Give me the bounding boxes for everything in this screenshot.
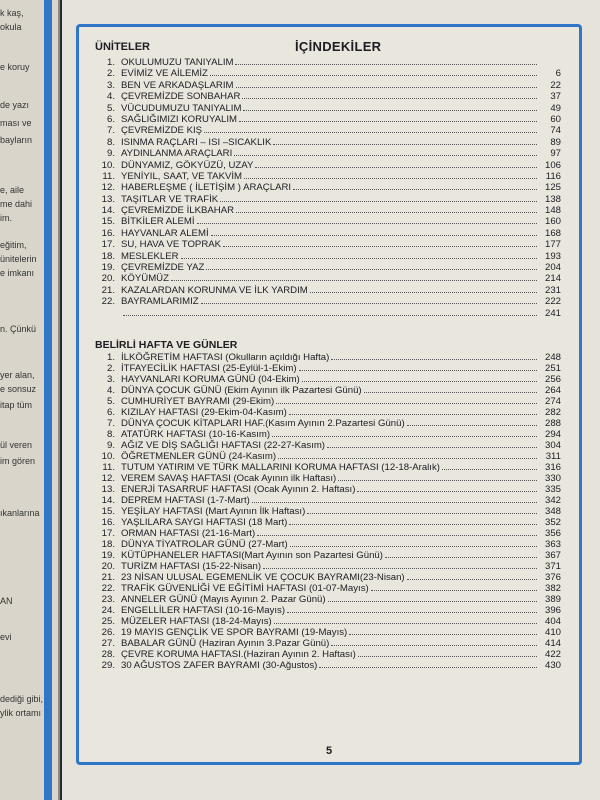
left-page-fragment: de yazı — [0, 100, 30, 110]
left-page-fragment: e, aile — [0, 185, 25, 195]
toc-title: BABALAR GÜNÜ (Haziran Ayının 3.Pazar Günü) — [121, 637, 330, 649]
toc-number: 20. — [101, 560, 115, 572]
toc-number: 6. — [106, 113, 115, 125]
toc-leader-dots — [276, 396, 537, 404]
toc-page: 282 — [544, 406, 561, 418]
toc-row — [95, 285, 561, 296]
toc-page: 311 — [545, 450, 561, 462]
toc-title: ISINMA RAÇLARI – ISI –SICAKLIK — [121, 136, 272, 148]
toc-number: 3. — [106, 79, 115, 91]
toc-leader-dots — [242, 91, 537, 99]
toc-number: 11. — [102, 170, 115, 182]
toc-number: 4. — [106, 91, 115, 103]
toc-leader-dots — [197, 216, 537, 224]
toc-number: 20. — [101, 273, 115, 285]
toc-number: 14. — [101, 494, 115, 506]
toc-row — [95, 418, 561, 429]
toc-row — [95, 352, 561, 363]
toc-page: 335 — [544, 483, 561, 495]
toc-page: 352 — [544, 516, 561, 528]
toc-leader-dots — [338, 473, 537, 481]
toc-number: 8. — [106, 428, 115, 440]
toc-number: 14. — [101, 205, 115, 217]
toc-number: 13. — [101, 483, 115, 495]
toc-leader-dots — [243, 103, 537, 111]
left-page-fragment: im gören — [0, 456, 36, 466]
toc-title: CUMHURİYET BAYRAMI (29-Ekim) — [121, 395, 275, 407]
toc-page: 60 — [550, 113, 561, 125]
toc-leader-dots — [289, 517, 537, 525]
toc-page: 177 — [544, 239, 561, 251]
toc-number: 22. — [101, 582, 115, 594]
toc-leader-dots — [357, 484, 537, 492]
toc-title: MESLEKLER — [121, 250, 179, 262]
toc-title: YEŞİLAY HAFTASI (Mart Ayının İlk Haftası) — [121, 505, 306, 517]
toc-row — [95, 125, 561, 136]
toc-row — [95, 374, 561, 385]
toc-leader-dots — [239, 114, 537, 122]
left-page-fragment: ması ve — [0, 118, 32, 128]
toc-leader-dots — [171, 273, 537, 281]
toc-leader-dots — [206, 262, 537, 270]
toc-number: 8. — [106, 136, 115, 148]
toc-title: YAŞLILARA SAYGI HAFTASI (18 Mart) — [121, 516, 288, 528]
toc-page: 97 — [550, 148, 561, 160]
toc-row — [95, 627, 561, 638]
left-page-fragment: AN — [0, 596, 13, 606]
toc-title: ANNELER GÜNÜ (Mayıs Ayının 2. Pazar Günü) — [121, 593, 326, 605]
toc-title: AYDINLANMA ARAÇLARI — [121, 148, 233, 160]
toc-title: KIZILAY HAFTASI (29-Ekim-04-Kasım) — [121, 406, 287, 418]
toc-row — [95, 638, 561, 649]
toc-number: 28. — [101, 648, 115, 660]
toc-leader-dots — [278, 451, 537, 459]
toc-page: 231 — [544, 284, 561, 296]
toc-row — [95, 216, 561, 227]
toc-page: 410 — [544, 626, 561, 638]
toc-page: 168 — [544, 227, 561, 239]
toc-title: ENGELLİLER HAFTASI (10-16-Mayıs) — [121, 604, 286, 616]
left-page-fragment: e sonsuz — [0, 384, 37, 394]
toc-page: 6 — [555, 68, 561, 80]
toc-number: 26. — [101, 626, 115, 638]
left-page-fragment: eğitim, — [0, 240, 27, 250]
toc-row — [95, 572, 561, 583]
toc-title: VÜCUDUMUZU TANIYALIM — [121, 102, 242, 114]
toc-number: 5. — [106, 395, 115, 407]
toc-title: İTFAYECİLİK HAFTASI (25-Eylül-1-Ekim) — [121, 362, 297, 374]
toc-page: 316 — [544, 461, 561, 473]
toc-row — [95, 528, 561, 539]
left-page-fragment: k kaş, — [0, 8, 24, 18]
toc-row — [95, 451, 561, 462]
toc-number: 9. — [106, 148, 115, 160]
toc-leader-dots — [331, 638, 537, 646]
toc-title: BEN VE ARKADAŞLARIM — [121, 79, 234, 91]
toc-title: ÇEVREMİZDE KIŞ — [121, 125, 203, 137]
toc-title: KÜTÜPHANELER HAFTASI(Mart Ayının son Pazartesi Günü) — [121, 549, 383, 561]
toc-row — [95, 385, 561, 396]
toc-leader-dots — [327, 440, 537, 448]
toc-title: KAZALARDAN KORUNMA VE İLK YARDIM — [121, 284, 308, 296]
toc-number: 12. — [101, 182, 115, 194]
toc-number: 19. — [101, 549, 115, 561]
toc-leader-dots — [272, 429, 537, 437]
toc-title: TUTUM YATIRIM VE TÜRK MALLARINI KORUMA HAFTASI (12-18-Aralık) — [121, 461, 440, 473]
toc-row — [95, 550, 561, 561]
left-page-blue-border — [44, 0, 52, 800]
toc-page: 89 — [550, 136, 561, 148]
toc-page: 356 — [544, 527, 561, 539]
toc-title: HABERLEŞME ( İLETİŞİM ) ARAÇLARI — [121, 182, 292, 194]
toc-page: 49 — [550, 102, 561, 114]
toc-number: 22. — [101, 296, 115, 308]
toc-row — [95, 239, 561, 250]
toc-leader-dots — [319, 660, 537, 668]
toc-number: 29. — [101, 659, 115, 671]
toc-title: 23 NİSAN ULUSAL EGEMENLİK VE ÇOCUK BAYRAMI(23-Nisan) — [121, 571, 405, 583]
toc-leader-dots — [201, 296, 537, 304]
toc-page: 74 — [550, 125, 561, 137]
toc-page: 125 — [544, 182, 561, 194]
toc-page: 248 — [544, 351, 561, 363]
toc-number: 16. — [101, 227, 115, 239]
toc-number: 23. — [101, 593, 115, 605]
toc-row — [95, 495, 561, 506]
toc-title: EVİMİZ VE AİLEMİZ — [121, 68, 208, 80]
left-page-fragment: e imkanı — [0, 268, 35, 278]
toc-row — [95, 506, 561, 517]
toc-page: 304 — [544, 439, 561, 451]
toc-page: 251 — [544, 362, 561, 374]
toc-number: 12. — [101, 472, 115, 484]
toc-leader-dots — [255, 160, 537, 168]
toc-row — [95, 103, 561, 114]
toc-page: 148 — [544, 205, 561, 217]
toc-title: ÇEVREMİZDE İLKBAHAR — [121, 205, 235, 217]
toc-title: BAYRAMLARIMIZ — [121, 296, 199, 308]
left-page-fragment: okula — [0, 22, 22, 32]
toc-title: 30 AĞUSTOS ZAFER BAYRAMI (30-Ağustos) — [121, 659, 318, 671]
toc-leader-dots — [252, 495, 537, 503]
toc-title: TAŞITLAR VE TRAFİK — [121, 193, 219, 205]
left-page-fragment: ünitelerin — [0, 254, 37, 264]
toc-page: 422 — [544, 648, 561, 660]
toc-leader-dots — [287, 605, 537, 613]
toc-leader-dots — [299, 363, 537, 371]
toc-number: 1. — [106, 57, 115, 68]
toc-leader-dots — [235, 57, 537, 65]
toc-number: 6. — [106, 406, 115, 418]
toc-leader-dots — [310, 285, 537, 293]
toc-leader-dots — [257, 528, 537, 536]
left-page-fragment: e koruy — [0, 62, 30, 72]
toc-title: ÇEVRE KORUMA HAFTASI.(Haziran Ayının 2. Haftası) — [121, 648, 356, 660]
units-heading: ÜNİTELER — [95, 41, 150, 53]
toc-title: AĞIZ VE DİŞ SAĞLIĞI HAFTASI (22-27-Kasım) — [121, 439, 326, 451]
toc-page: 274 — [544, 395, 561, 407]
toc-page: 138 — [544, 193, 561, 205]
toc-page: 204 — [544, 262, 561, 274]
toc-title: HAYVANLARI KORUMA GÜNÜ (04-Ekim) — [121, 373, 300, 385]
toc-number: 9. — [106, 439, 115, 451]
toc-leader-dots — [123, 308, 537, 316]
toc-leader-dots — [442, 462, 537, 470]
toc-title: VEREM SAVAŞ HAFTASI (Ocak Ayının ilk Haftası) — [121, 472, 337, 484]
toc-row — [95, 473, 561, 484]
toc-page: 214 — [544, 273, 561, 285]
toc-title: SAĞLIĞIMIZI KORUYALIM — [121, 113, 238, 125]
toc-number: 15. — [101, 216, 115, 228]
toc-leader-dots — [385, 550, 537, 558]
toc-title: HAYVANLAR ALEMİ — [121, 227, 209, 239]
toc-row — [95, 80, 561, 91]
toc-leader-dots — [273, 137, 537, 145]
left-page-fragment: itap tüm — [0, 400, 33, 410]
toc-page: 371 — [544, 560, 561, 572]
toc-leader-dots — [236, 205, 537, 213]
toc-leader-dots — [349, 627, 537, 635]
toc-number: 25. — [101, 615, 115, 627]
toc-row — [95, 462, 561, 473]
toc-number: 2. — [106, 68, 115, 80]
toc-row — [95, 57, 561, 68]
toc-number: 4. — [106, 384, 115, 396]
toc-row — [95, 182, 561, 193]
toc-leader-dots — [274, 616, 537, 624]
toc-number: 2. — [106, 362, 115, 374]
toc-title: DÜNYA ÇOCUK GÜNÜ (Ekim Ayının ilk Pazartesi Günü) — [121, 384, 362, 396]
toc-row — [95, 583, 561, 594]
toc-page: 342 — [544, 494, 561, 506]
toc-number: 18. — [101, 538, 115, 550]
toc-number: 7. — [106, 417, 115, 429]
toc-title: İLKÖĞRETİM HAFTASI (Okulların açıldığı Hafta) — [121, 351, 330, 363]
toc-number: 15. — [101, 505, 115, 517]
page-frame — [76, 24, 582, 765]
toc-row — [95, 594, 561, 605]
toc-number: 21. — [101, 571, 115, 583]
toc-page: 367 — [544, 549, 561, 561]
toc-leader-dots — [234, 148, 537, 156]
toc-row — [95, 660, 561, 671]
toc-page: 106 — [544, 159, 561, 171]
weeks-list — [95, 352, 561, 671]
toc-row — [95, 539, 561, 550]
toc-title: MÜZELER HAFTASI (18-24-Mayıs) — [121, 615, 272, 627]
book-page — [62, 0, 600, 800]
left-page-edge — [0, 0, 60, 800]
toc-page: 256 — [544, 373, 561, 385]
toc-row — [95, 148, 561, 159]
left-page-fragment: me dahi — [0, 199, 33, 209]
toc-page: 264 — [544, 384, 561, 396]
toc-number: 10. — [101, 159, 115, 171]
toc-page: 382 — [544, 582, 561, 594]
toc-row — [95, 262, 561, 273]
toc-title: ÇEVREMİZDE SONBAHAR — [121, 91, 241, 103]
toc-page: 396 — [544, 604, 561, 616]
toc-leader-dots — [204, 125, 537, 133]
toc-number: 17. — [101, 239, 115, 251]
toc-page: 330 — [544, 472, 561, 484]
toc-number: 7. — [106, 125, 115, 137]
toc-page: 37 — [550, 91, 561, 103]
toc-number: 21. — [101, 284, 115, 296]
left-page-fragment: n. Çünkü — [0, 324, 37, 334]
toc-leader-dots — [210, 68, 537, 76]
toc-title: KÖYÜMÜZ — [121, 273, 169, 285]
toc-row — [95, 228, 561, 239]
toc-number: 13. — [101, 193, 115, 205]
toc-row — [95, 440, 561, 451]
toc-row — [95, 137, 561, 148]
toc-title: ÖĞRETMENLER GÜNÜ (24-Kasım) — [121, 450, 277, 462]
toc-leader-dots — [302, 374, 537, 382]
toc-title: ATATÜRK HAFTASI (10-16-Kasım) — [121, 428, 271, 440]
toc-row — [95, 194, 561, 205]
toc-number: 5. — [106, 102, 115, 114]
left-page-fragment: bayların — [0, 135, 33, 145]
toc-row — [95, 114, 561, 125]
toc-leader-dots — [290, 539, 537, 547]
toc-row — [95, 484, 561, 495]
toc-page: 348 — [544, 505, 561, 517]
toc-leader-dots — [358, 649, 537, 657]
toc-page: 241 — [544, 307, 561, 319]
toc-leader-dots — [407, 572, 537, 580]
toc-header — [95, 39, 561, 57]
toc-leader-dots — [307, 506, 537, 514]
toc-leader-dots — [211, 228, 537, 236]
left-page-fragment: ylik ortamı — [0, 708, 42, 718]
toc-leader-dots — [263, 561, 537, 569]
toc-title: DÜNYAMIZ, GÖKYÜZÜ, UZAY — [121, 159, 254, 171]
toc-leader-dots — [289, 407, 537, 415]
left-page-fragment: evi — [0, 632, 12, 642]
toc-row — [95, 605, 561, 616]
left-page-fragment: ıkanlarına — [0, 508, 40, 518]
toc-row — [95, 407, 561, 418]
toc-page: 222 — [544, 296, 561, 308]
toc-number: 10. — [101, 450, 115, 462]
left-page-fragment: ül veren — [0, 440, 33, 450]
toc-row — [95, 429, 561, 440]
toc-title: TURİZM HAFTASI (15-22-Nisan) — [121, 560, 262, 572]
left-page-fragment: im. — [0, 213, 12, 223]
toc-title: ORMAN HAFTASI (21-16-Mart) — [121, 527, 256, 539]
toc-leader-dots — [244, 171, 537, 179]
toc-row — [95, 616, 561, 627]
toc-number: 24. — [101, 604, 115, 616]
toc-title: DÜNYA TİYATROLAR GÜNÜ (27-Mart) — [121, 538, 288, 550]
toc-leader-dots — [364, 385, 537, 393]
toc-leader-dots — [328, 594, 537, 602]
toc-row — [95, 396, 561, 407]
toc-leader-dots — [181, 251, 537, 259]
toc-title: TRAFİK GÜVENLİĞİ VE EĞİTİMİ HAFTASI (01-07-Mayıs) — [121, 582, 369, 594]
toc-page: 363 — [544, 538, 561, 550]
toc-page: 22 — [550, 79, 561, 91]
toc-row — [95, 160, 561, 171]
toc-number: 19. — [101, 262, 115, 274]
toc-leader-dots — [223, 239, 537, 247]
toc-row — [95, 68, 561, 79]
toc-leader-dots — [220, 194, 537, 202]
toc-row — [95, 561, 561, 572]
toc-title: DEPREM HAFTASI (1-7-Mart) — [121, 494, 250, 506]
toc-title: BİTKİLER ALEMİ — [121, 216, 195, 228]
toc-leader-dots — [331, 352, 537, 360]
toc-number: 16. — [101, 516, 115, 528]
toc-row — [95, 273, 561, 284]
toc-number: 17. — [101, 527, 115, 539]
units-list — [95, 57, 561, 319]
toc-page: 414 — [544, 637, 561, 649]
toc-leader-dots — [236, 80, 538, 88]
toc-row — [95, 171, 561, 182]
toc-title: YENİYIL, SAAT, VE TAKVİM — [121, 170, 243, 182]
toc-title: OKULUMUZU TANIYALIM — [121, 57, 234, 68]
section-title: BELİRLİ HAFTA VE GÜNLER — [95, 338, 238, 351]
toc-number: 1. — [106, 351, 115, 363]
table-of-contents — [95, 39, 561, 671]
toc-row — [95, 251, 561, 262]
toc-leader-dots — [293, 182, 537, 190]
toc-leader-dots — [371, 583, 537, 591]
toc-number: 18. — [101, 250, 115, 262]
toc-page: 430 — [544, 659, 561, 671]
toc-number: 11. — [102, 461, 115, 473]
toc-title: SU, HAVA VE TOPRAK — [121, 239, 222, 251]
toc-row — [95, 308, 561, 319]
toc-page: 404 — [544, 615, 561, 627]
toc-page: 288 — [544, 417, 561, 429]
toc-number: 3. — [106, 373, 115, 385]
toc-page: 160 — [544, 216, 561, 228]
toc-page: 294 — [544, 428, 561, 440]
toc-title: ENERJİ TASARRUF HAFTASI (Ocak Ayının 2. Haftası) — [121, 483, 356, 495]
toc-row — [95, 91, 561, 102]
toc-title: ÇEVREMİZDE YAZ — [121, 262, 205, 274]
toc-page: 376 — [544, 571, 561, 583]
toc-row — [95, 205, 561, 216]
left-page-fragment: yer alan, — [0, 370, 35, 380]
page-title: İÇİNDEKİLER — [295, 39, 382, 54]
toc-row — [95, 517, 561, 528]
page-number: 5 — [325, 745, 333, 757]
toc-row — [95, 649, 561, 660]
toc-page: 389 — [544, 593, 561, 605]
toc-page: 193 — [544, 250, 561, 262]
toc-leader-dots — [407, 418, 537, 426]
toc-page: 116 — [545, 170, 561, 182]
toc-row — [95, 363, 561, 374]
toc-title: DÜNYA ÇOCUK KİTAPLARI HAF.(Kasım Ayının 2.Pazartesi Günü) — [121, 417, 405, 429]
toc-row — [95, 296, 561, 307]
toc-number: 27. — [101, 637, 115, 649]
toc-title: 19 MAYIS GENÇLİK VE SPOR BAYRAMI (19-Mayıs) — [121, 626, 348, 638]
left-page-fragment: dediği gibi, — [0, 694, 44, 704]
